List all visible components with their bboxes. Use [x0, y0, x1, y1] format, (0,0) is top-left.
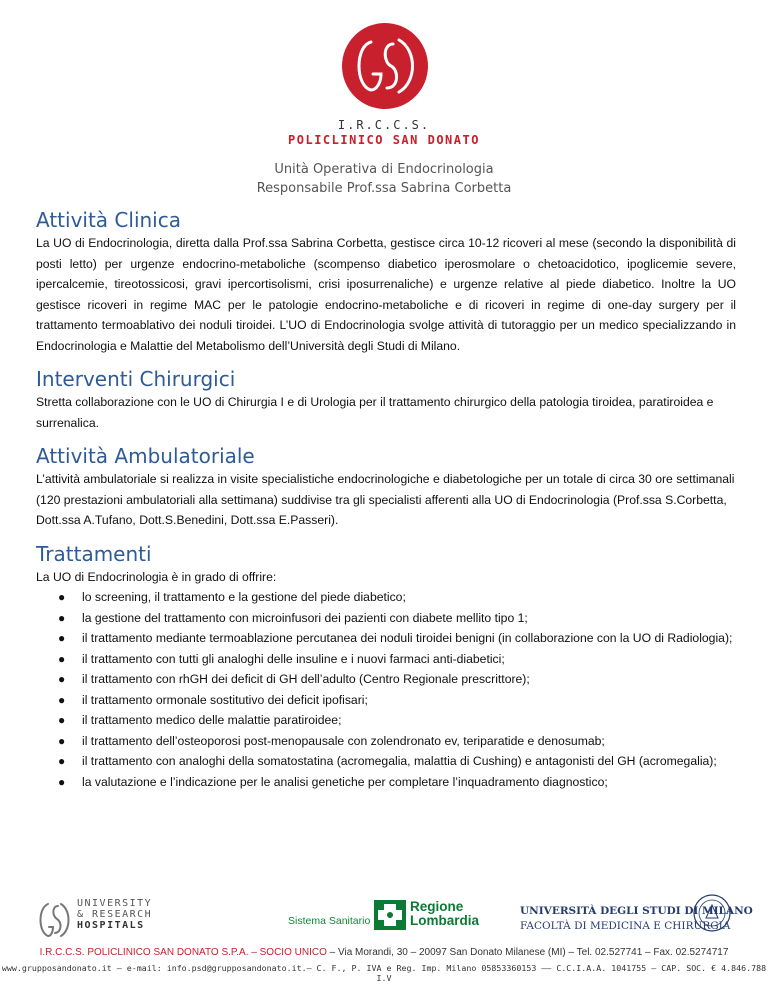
section-text: La UO di Endocrinologia, diretta dalla Prof.ssa Sabrina Corbetta, gestisce circa 10-12 ricoveri al mese (secondo la disponibilità di posti letto) per urgenze endocrino-metaboliche (scompenso diabetico iperosmolare o chetoacidotico, ipoglicemie severe, ipercalcemie, tireotossicosi, gravi ipercortisolismi, crisi iposurrenaliche) e urgenze relative al piede diabetico. Inoltre la UO gestisce ricoveri in regime MAC per le patologie endocrino-metaboliche e di ricoveri in regime di one-day surgery per il trattamento termoablativo dei noduli tiroidei. L’UO di Endocrinologia svolge attività di tutoraggio per un medico specializzando in Endocrinologia e Malattie del Metabolismo dell’Università degli Studi di Milano. [36, 236, 736, 353]
list-item [36, 608, 736, 629]
treatment-list [36, 587, 736, 792]
address-company: I.R.C.C.S. POLICLINICO SAN DONATO S.P.A. – SOCIO UNICO [39, 947, 327, 958]
lombardia-logo-icon [374, 900, 406, 930]
list-item [36, 751, 736, 772]
list-item [36, 669, 736, 690]
gsd-logo [341, 22, 429, 110]
gsd-small-logo [36, 900, 72, 940]
footer-contacts: www.grupposandonato.it – e-mail: info.psd@grupposandonato.it.– C. F., P. IVA e Reg. Imp. Milano 05853360153 –– C.C.I.A.A. 1041755 – CAP. SOC. € 4.846.788 I.V [1, 963, 767, 983]
bullet-icon: ● [58, 672, 66, 686]
section-chirurgici [36, 366, 736, 433]
list-item-text: il trattamento con rhGH dei deficit di GH dell’adulto (Centro Regionale prescrittore); [82, 672, 530, 686]
list-item-text: lo screening, il trattamento e la gestione del piede diabetico; [82, 590, 406, 604]
regione-line: Lombardia [410, 913, 480, 928]
uni-line: & RESEARCH [77, 909, 153, 920]
list-item-text: il trattamento mediante termoablazione percutanea dei noduli tiroidei benigni (in collaborazione con la UO di Radiologia); [82, 631, 733, 645]
unimi-line: UNIVERSITÀ DEGLI STUDI DI MILANO [520, 905, 753, 917]
list-item [36, 649, 736, 670]
list-item-text: la valutazione e l’indicazione per le analisi genetiche per completare l’inquadramento diagnostico; [82, 774, 608, 789]
section-intro: La UO di Endocrinologia è in grado di offrire: [36, 569, 277, 584]
section-trattamenti [36, 541, 736, 793]
list-item-text: il trattamento con tutti gli analoghi delle insuline e i nuovi farmaci anti-diabetici; [82, 651, 505, 666]
list-item [36, 731, 736, 752]
section-text: L’attività ambulatoriale si realizza in visite specialistiche endocrinologiche e diabetologiche per un totale di circa 30 ore settimanali (120 prestazioni ambulatoriali alla settimana) suddivise tra gli specialisti afferenti alla UO di Endocrinologia (Prof.ssa S.Corbetta, Dott.ssa A.Tufano, Dott.S.Benedini, Dott.ssa E.Passeri). [36, 472, 735, 527]
sistema-sanitario: Sistema Sanitario [288, 915, 371, 927]
bullet-icon: ● [58, 713, 66, 727]
bullet-icon: ● [58, 631, 66, 645]
regione-line: Regione [410, 899, 464, 914]
university-seal-icon [693, 894, 731, 932]
list-item-text: il trattamento con analoghi della somatostatina (acromegalia, malattia di Cushing) e antagonisti del GH (acromegalia); [82, 754, 717, 768]
unimi-line: FACOLTÀ DI MEDICINA E CHIRURGIA [520, 920, 731, 932]
irccs-label: I.R.C.C.S. [337, 118, 431, 132]
address-details: – Via Morandi, 30 – 20097 San Donato Milanese (MI) – Tel. 02.527741 – Fax. 02.5274717 [326, 947, 729, 958]
uni-line: UNIVERSITY [77, 898, 153, 909]
footer-address [0, 947, 768, 958]
list-item-text: la gestione del trattamento con microinfusori dei pazienti con diabete mellito tipo 1; [82, 610, 528, 625]
list-item [36, 690, 736, 711]
section-title: Attività Ambulatoriale [36, 444, 255, 468]
bullet-icon: ● [58, 774, 66, 789]
section-title: Attività Clinica [36, 208, 181, 232]
list-item [36, 587, 736, 608]
bullet-icon: ● [58, 610, 66, 625]
list-item [36, 772, 736, 793]
main-content [36, 207, 736, 802]
section-ambulatoriale [36, 443, 736, 531]
list-item-text: il trattamento dell’osteoporosi post-menopausale con zolendronato ev, teriparatide e denosumab; [82, 733, 605, 748]
bullet-icon: ● [58, 692, 66, 707]
section-title: Trattamenti [36, 541, 152, 566]
bullet-icon: ● [58, 651, 66, 666]
uni-research-text [77, 898, 152, 931]
list-item-text: il trattamento medico delle malattie paratiroidee; [82, 713, 342, 727]
section-title: Interventi Chirurgici [36, 367, 236, 391]
bullet-icon: ● [58, 754, 66, 768]
bullet-icon: ● [58, 590, 66, 604]
list-item [36, 628, 736, 649]
regione-lombardia [410, 900, 479, 928]
uni-line: HOSPITALS [77, 920, 145, 931]
section-clinica [36, 207, 736, 356]
unit-block [0, 160, 768, 198]
list-item-text: il trattamento ormonale sostitutivo dei deficit ipofisari; [82, 692, 368, 707]
unit-head: Responsabile Prof.ssa Sabrina Corbetta [256, 181, 512, 196]
unit-title: Unità Operativa di Endocrinologia [274, 162, 494, 177]
hospital-name: POLICLINICO SAN DONATO [288, 133, 480, 147]
bullet-icon: ● [58, 733, 66, 748]
footer-logos [0, 880, 768, 950]
list-item [36, 710, 736, 731]
section-text: Stretta collaborazione con le UO di Chirurgia I e di Urologia per il trattamento chirurgico della patologia tiroidea, paratiroidea e surrenalica. [36, 395, 714, 430]
